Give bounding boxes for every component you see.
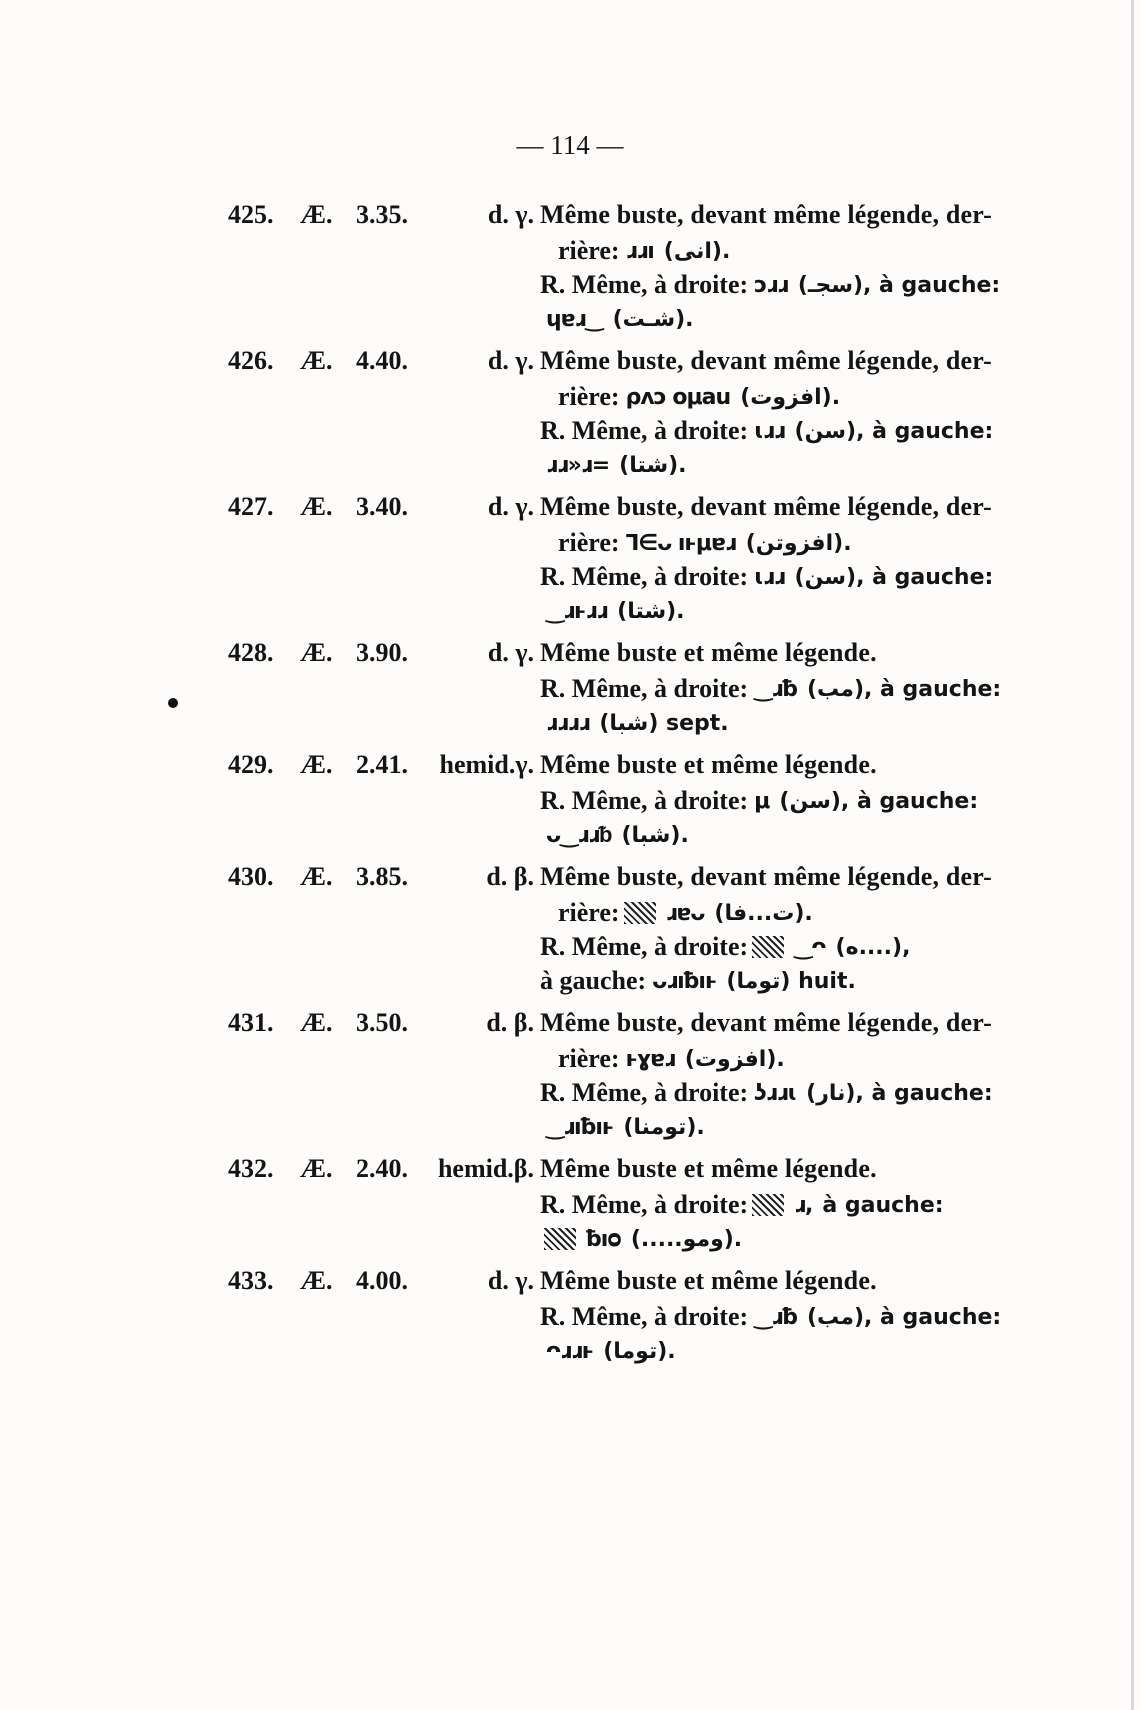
pehlevi-legend-glyph: ‿ɹıƀıⱶ [546,1114,614,1140]
transliteration: (مب), à gauche: [806,676,1002,702]
catalogue-entry [228,1008,1028,1144]
entry-number: 425. [228,200,274,229]
catalogue-entry [228,862,1028,998]
description-line [228,414,1028,448]
entry-number: 428. [228,638,274,667]
pehlevi-legend-glyph: ⱶɣɐɹ [625,1046,675,1072]
entry-header [228,200,1028,234]
entry-denomination: d. γ. [487,638,534,667]
description-line [228,526,1028,560]
description-text: rière: [558,528,620,557]
entry-number: 433. [228,1266,274,1295]
description-line [228,706,1028,740]
description-line [228,560,1028,594]
effaced-area-icon [624,902,656,924]
ink-dot [168,698,178,708]
entry-weight: 2.41. [356,750,408,779]
entry-weight: 3.50. [356,1008,408,1037]
entry-denomination: d. β. [486,1008,534,1037]
entry-denomination: d. γ. [487,200,534,229]
entry-description: Même buste, devant même légende, der- [540,1008,992,1037]
transliteration: (انى). [663,238,731,264]
transliteration: (سن), à gauche: [779,788,979,814]
entry-header [228,638,1028,672]
pehlevi-legend-glyph: μ [754,788,770,814]
entry-description: Même buste, devant même légende, der- [540,200,992,229]
entry-weight: 3.40. [356,492,408,521]
pehlevi-legend-glyph: ᴖɹɹⱶ [546,1338,594,1364]
description-text: R. Même, à droite: [540,1190,749,1219]
entry-description: Même buste, devant même légende, der- [540,492,992,521]
entry-weight: 3.35. [356,200,408,229]
entry-metal: Æ. [300,346,333,375]
catalogue-entry [228,200,1028,336]
description-text: R. Même, à droite: [540,1302,749,1331]
transliteration: (ت...فا). [714,900,813,926]
entry-header [228,862,1028,896]
transliteration: (تومنا). [623,1114,705,1140]
catalogue-entry [228,638,1028,740]
pehlevi-legend-glyph: ƀıᴑ [586,1226,621,1252]
entry-denomination: d. β. [486,862,534,891]
entry-spacer [228,628,1028,638]
description-line [228,302,1028,336]
description-line [228,672,1028,706]
catalogue-entry [228,1154,1028,1256]
description-line [228,1222,1028,1256]
entry-metal: Æ. [300,638,333,667]
entry-number: 432. [228,1154,274,1183]
entry-metal: Æ. [300,200,333,229]
description-text: R. Même, à droite: [540,786,749,815]
entry-metal: Æ. [300,750,333,779]
entry-spacer [228,1256,1028,1266]
description-text: R. Même, à droite: [540,674,749,703]
description-text: rière: [558,236,620,265]
entry-spacer [228,336,1028,346]
transliteration: (شتا). [617,598,685,624]
pehlevi-legend-glyph: ɩɹɹ [754,418,785,444]
entry-denomination: hemid.β. [437,1154,534,1183]
description-text: R. Même, à droite: [540,270,749,299]
entry-number: 430. [228,862,274,891]
entry-header [228,492,1028,526]
pehlevi-legend-glyph: ɹ, [794,1192,813,1218]
entry-spacer [228,482,1028,492]
entry-metal: Æ. [300,862,333,891]
entry-metal: Æ. [300,492,333,521]
pehlevi-legend-glyph: ρʌɔ oμau [625,384,731,410]
pehlevi-legend-glyph: ɹɹı [625,238,654,264]
pehlevi-legend-glyph: ‿ɹⱶɹɹ [546,598,608,624]
entry-spacer [228,998,1028,1008]
entry-spacer [228,852,1028,862]
description-line [228,1110,1028,1144]
entry-description: Même buste, devant même légende, der- [540,346,992,375]
entry-description: Même buste et même légende. [540,638,877,667]
page-edge [1131,0,1134,1710]
entry-metal: Æ. [300,1266,333,1295]
description-line [228,1334,1028,1368]
transliteration: (.....ومو). [630,1226,743,1252]
entry-spacer [228,1144,1028,1154]
pehlevi-legend-glyph: ‿ɹƀ [754,676,797,702]
pehlevi-legend-glyph: ‿ᴖ [794,934,826,960]
pehlevi-legend-glyph: ‿ɹƀ [754,1304,797,1330]
effaced-area-icon [544,1228,576,1250]
catalogue-entry [228,1266,1028,1368]
entry-number: 427. [228,492,274,521]
entry-header [228,1266,1028,1300]
transliteration: (مب), à gauche: [806,1304,1002,1330]
transliteration: (افزوتن). [745,530,852,556]
pehlevi-legend-glyph: ɹɐᴗ [665,900,705,926]
page-number: — 114 — [516,130,624,160]
pehlevi-legend-glyph: ɩɹɹ [754,564,785,590]
description-text: rière: [558,898,620,927]
description-line [228,896,1028,930]
description-text: à gauche: [540,966,647,995]
catalogue-entry [228,750,1028,852]
transliteration: (سن), à gauche: [794,564,994,590]
coin-catalogue [228,200,1028,1368]
entry-header [228,346,1028,380]
entry-number: 426. [228,346,274,375]
entry-spacer [228,740,1028,750]
description-line [228,1188,1028,1222]
description-text: R. Même, à droite: [540,562,749,591]
entry-description: Même buste et même légende. [540,1266,877,1295]
entry-weight: 2.40. [356,1154,408,1183]
pehlevi-legend-glyph: ᒣ∈ᴗ ıⱶμɐɹ [625,530,736,556]
transliteration: (شبا) sept. [599,710,729,736]
entry-weight: 4.00. [356,1266,408,1295]
transliteration: (افزوت). [684,1046,785,1072]
entry-header [228,1154,1028,1188]
transliteration: (شـت). [612,306,694,332]
entry-denomination: d. γ. [487,346,534,375]
transliteration: à gauche: [822,1192,944,1218]
description-text: R. Même, à droite: [540,1078,749,1107]
effaced-area-icon [752,1194,784,1216]
description-text: R. Même, à droite: [540,416,749,445]
pehlevi-legend-glyph: ɹɹ»ɹ= [546,452,610,478]
description-text: rière: [558,1044,620,1073]
description-line [228,380,1028,414]
description-line [228,1300,1028,1334]
entry-denomination: d. γ. [487,492,534,521]
entry-number: 429. [228,750,274,779]
transliteration: (توما) huit. [726,968,856,994]
entry-weight: 4.40. [356,346,408,375]
entry-denomination: hemid.γ. [439,750,534,779]
description-line [228,1076,1028,1110]
transliteration: (افزوت). [740,384,841,410]
entry-number: 431. [228,1008,274,1037]
pehlevi-legend-glyph: ɹɹɹɹ [546,710,590,736]
entry-description: Même buste et même légende. [540,750,877,779]
transliteration: (سجـ), à gauche: [797,272,1001,298]
entry-metal: Æ. [300,1008,333,1037]
description-line [228,594,1028,628]
pehlevi-legend-glyph: ᴗ‿ɹɹᵬ [546,823,612,848]
transliteration: (ه....), [835,934,911,960]
transliteration: (توما). [603,1338,676,1364]
description-line [228,930,1028,964]
transliteration: (نار), à gauche: [806,1080,993,1106]
pehlevi-legend-glyph: ɔɹɹ [754,272,788,298]
transliteration: (شتا). [619,452,687,478]
description-text: rière: [558,382,620,411]
entry-metal: Æ. [300,1154,333,1183]
description-line [228,964,1028,998]
transliteration: (شبا). [621,822,689,848]
effaced-area-icon [752,936,784,958]
description-text: R. Même, à droite: [540,932,749,961]
entry-denomination: d. γ. [487,1266,534,1295]
catalogue-entry [228,492,1028,628]
pehlevi-legend-glyph: ɥɐɹ‿ [546,306,603,332]
pehlevi-legend-glyph: ʖɹɹɩ [754,1080,797,1106]
entry-header [228,750,1028,784]
transliteration: (سن), à gauche: [794,418,994,444]
pehlevi-legend-glyph: ᴗɹıƀıⱶ [652,968,717,994]
entry-description: Même buste, devant même légende, der- [540,862,992,891]
entry-header [228,1008,1028,1042]
description-line [228,268,1028,302]
description-line [228,1042,1028,1076]
description-line [228,234,1028,268]
description-line [228,784,1028,818]
entry-weight: 3.90. [356,638,408,667]
entry-weight: 3.85. [356,862,408,891]
description-line [228,448,1028,482]
description-line [228,818,1028,852]
catalogue-entry [228,346,1028,482]
entry-description: Même buste et même légende. [540,1154,877,1183]
